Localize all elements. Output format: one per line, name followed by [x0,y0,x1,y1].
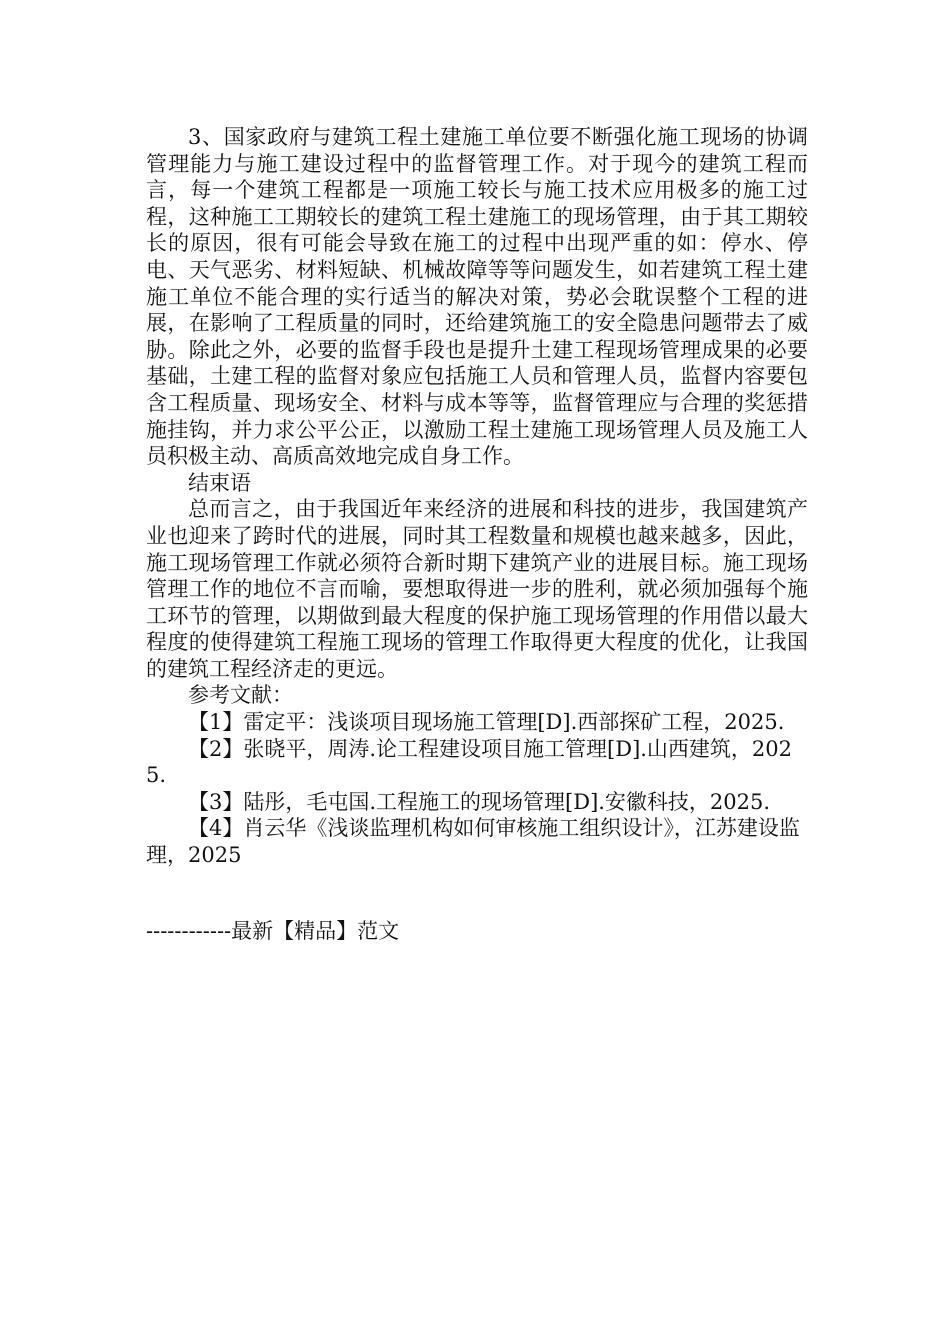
conclusion-heading: 结束语 [188,470,251,495]
conclusion-text: 总而言之，由于我国近年来经济的进展和科技的进步，我国建筑产业也迎来了跨时代的进展，同时其工程数量和规模也越来越多，因此，施工现场管理工作就必须符合新时期下建筑产业的进展目标。施工现场管理工作的地位不言而喻，要想取得进一步的胜利，就必须加强每个施工环节的管理，以期做到最大程度的保护施工现场管理的作用借以最大程度的使得建筑工程施工现场的管理工作取得更大程度的优化，让我国的建筑工程经济走的更远。 [146,497,808,681]
reference-item: 【3】陆彤，毛屯国.工程施工的现场管理[D].安徽科技，2025. [188,789,771,814]
references-list [146,709,808,869]
page-footer: ------------最新【精品】范文 [146,919,400,943]
reference-item: 【2】张晓平，周涛.论工程建设项目施工管理[D].山西建筑，2025. [146,736,793,788]
reference-item: 【4】肖云华《浅谈监理机构如何审核施工组织设计》，江苏建设监理，2025 [146,816,800,868]
document-body [146,124,808,869]
paragraph-3: 3、国家政府与建筑工程土建施工单位要不断强化施工现场的协调管理能力与施工建设过程中的监督管理工作。对于现今的建筑工程而言，每一个建筑工程都是一项施工较长与施工技术应用极多的施工过程，这种施工工期较长的建筑工程土建施工的现场管理，由于其工期较长的原因，很有可能会导致在施工的过程中出现严重的如：停水、停电、天气恶劣、材料短缺、机械故障等等问题发生，如若建筑工程土建施工单位不能合理的实行适当的解决对策，势必会耽误整个工程的进展，在影响了工程质量的同时，还给建筑施工的安全隐患问题带去了威胁。除此之外，必要的监督手段也是提升土建工程现场管理成果的必要基础，土建工程的监督对象应包括施工人员和管理人员，监督内容要包含工程质量、现场安全、材料与成本等等，监督管理应与合理的奖惩措施挂钩，并力求公平公正，以激励工程土建施工现场管理人员及施工人员积极主动、高质高效地完成自身工作。 [146,125,808,469]
references-heading: 参考文献： [188,683,293,708]
reference-item: 【1】雷定平：浅谈项目现场施工管理[D].西部探矿工程，2025. [188,710,785,735]
